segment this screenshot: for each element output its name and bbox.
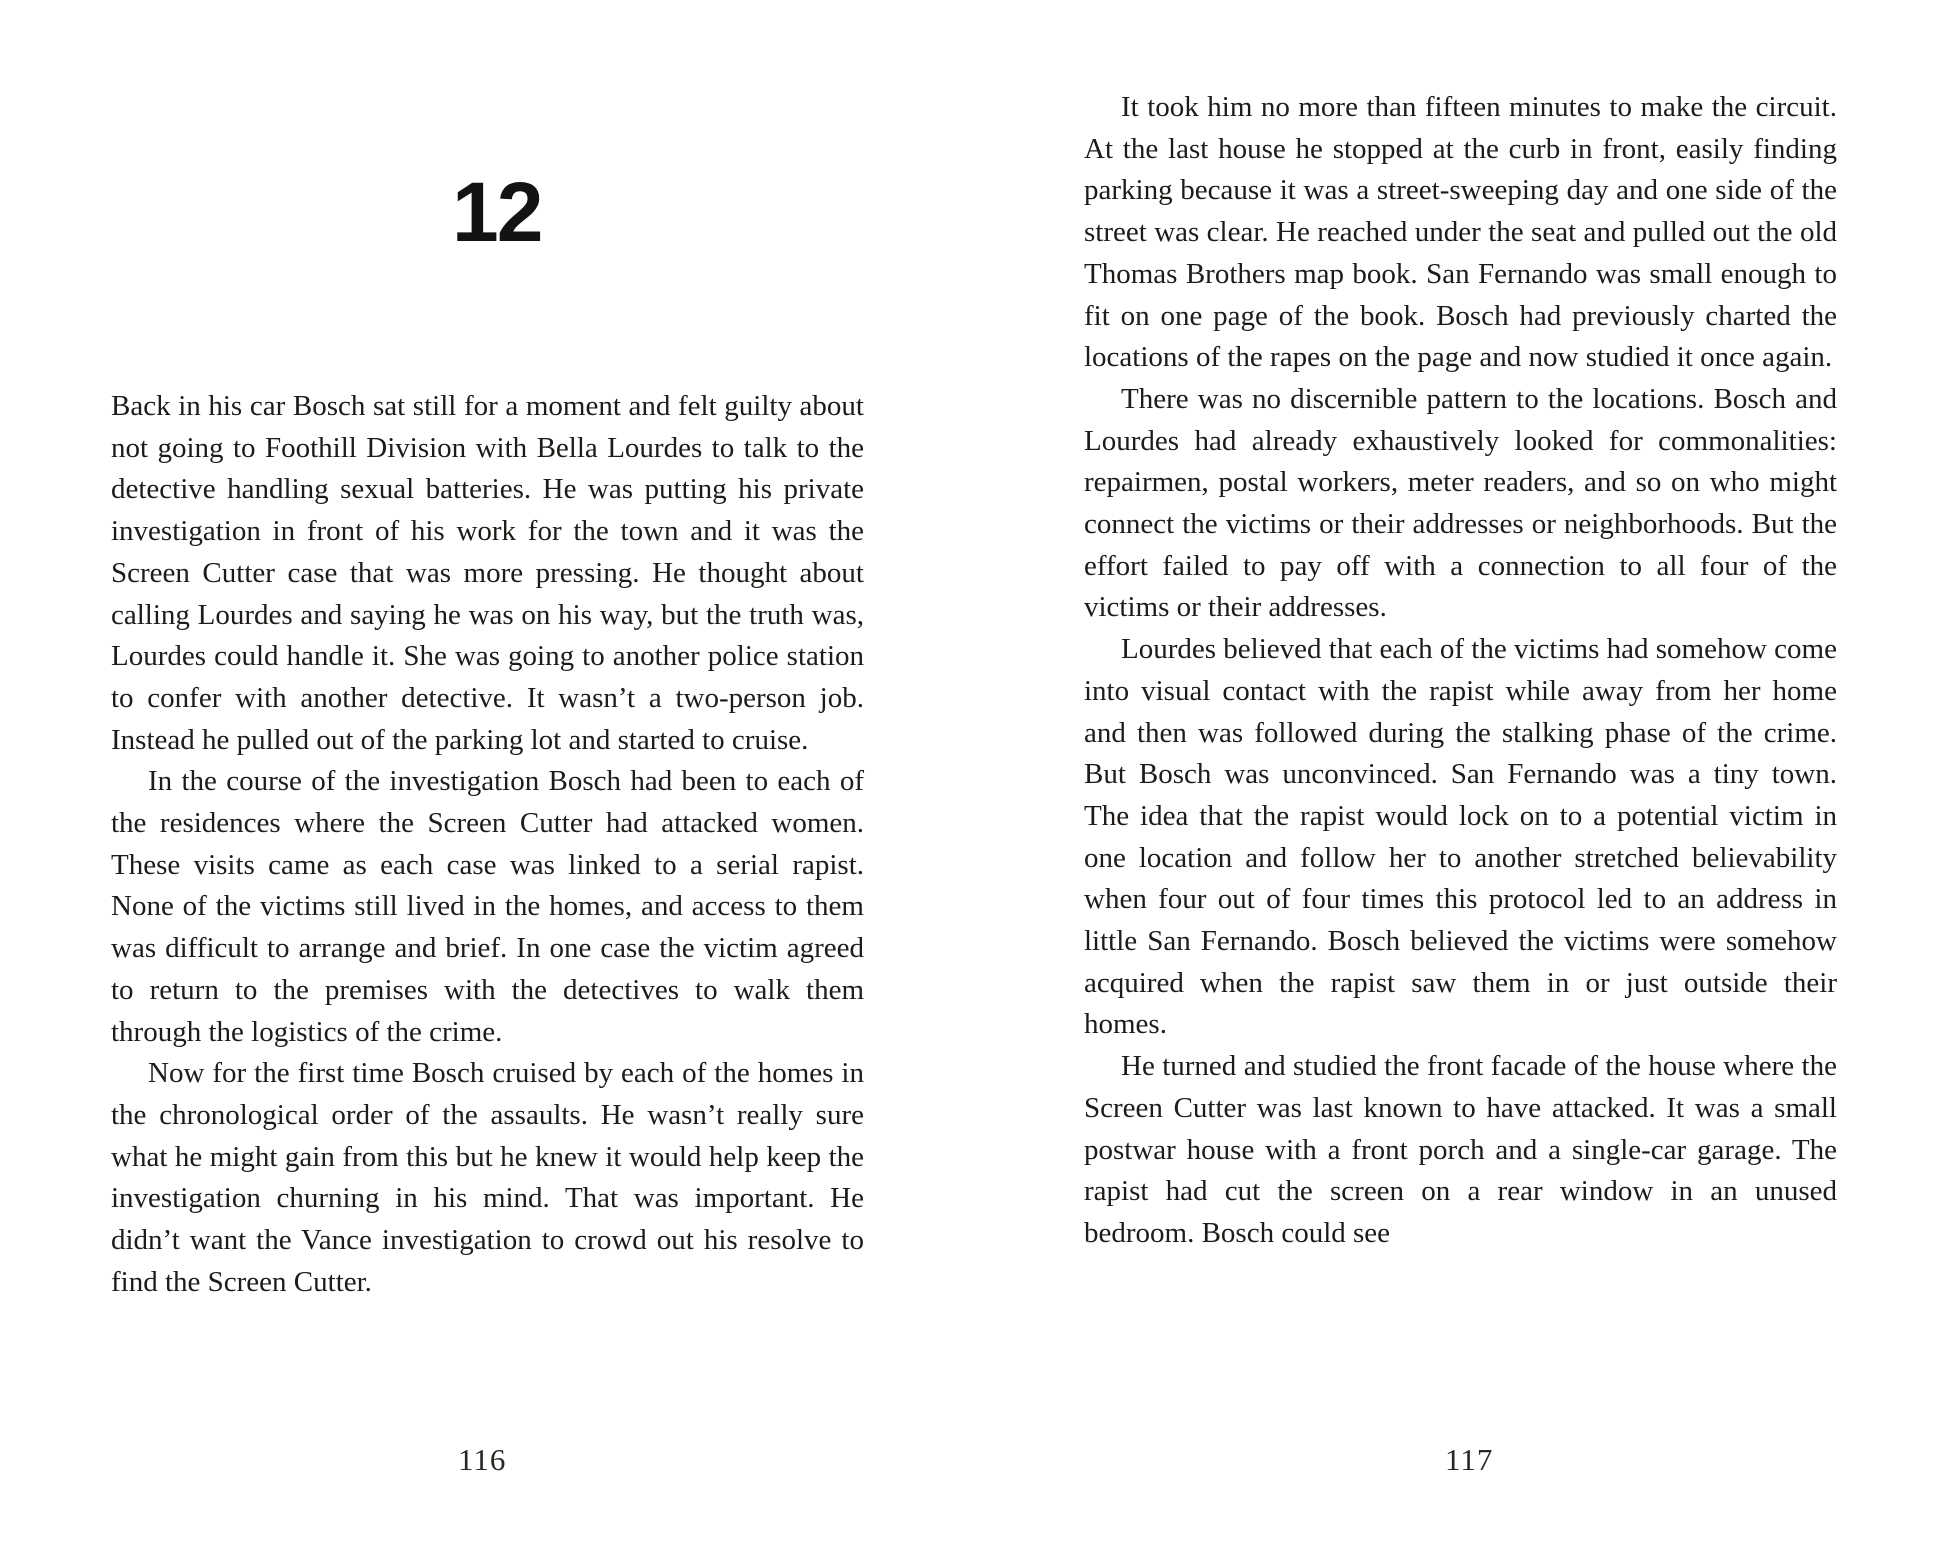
paragraph: It took him no more than fifteen minutes to make the circuit. At the last house he stopped at the curb in front, easily finding parking because it was a street-sweeping day and one side of the street was clear. He reached under the seat and pulled out the old Thomas Brothers map book. San Fernando was small enough to fit on one page of the book. Bosch had previously charted the locations of the rapes on the page and now studied it once again. (1084, 91, 1837, 374)
paragraph: Back in his car Bosch sat still for a moment and felt guilty about not going to Foothill Division with Bella Lourdes to talk to the detective handling sexual batteries. He was putting his private investigation in front of his work for the town and it was the Screen Cutter case that was more pressing. He thought about calling Lourdes and saying he was on his way, but the truth was, Lourdes could handle it. She was going to another police station to confer with another detective. It wasn’t a two-person job. Instead he pulled out of the parking lot and started to cruise. (111, 390, 864, 756)
page-number: 116 (458, 1442, 507, 1477)
paragraph: Lourdes believed that each of the victims had somehow come into visual contact with the rapist while away from her home and then was followed during the stalking phase of the crime. But Bosch was unconvinced. San Fernando was a tiny town. The idea that the rapist would lock on to a potential victim in one location and follow her to another stretched believability when four out of four times this protocol led to an address in little San Fernando. Bosch believed the victims were somehow acquired when the rapist saw them in or just outside their homes. (1084, 633, 1837, 1041)
right-page-body (1084, 87, 1837, 1255)
chapter-number: 12 (452, 165, 542, 259)
page-number: 117 (1445, 1442, 1494, 1477)
paragraph: There was no discernible pattern to the locations. Bosch and Lourdes had already exhaustively looked for commonalities: repairmen, postal workers, meter readers, and so on who might connect the victims or their addresses or neighborhoods. But the effort failed to pay off with a connection to all four of the victims or their addresses. (1084, 382, 1837, 624)
left-page-body (111, 386, 864, 1303)
paragraph: Now for the first time Bosch cruised by each of the homes in the chronological order of the assaults. He wasn’t really sure what he might gain from this but he knew it would help keep the investigation churning in his mind. That was important. He didn’t want the Vance investigation to crowd out his resolve to find the Screen Cutter. (111, 1057, 864, 1298)
paragraph: He turned and studied the front facade of the house where the Screen Cutter was last known to have attacked. It was a small postwar house with a front porch and a single-car garage. The rapist had cut the screen on a rear window in an unused bedroom. Bosch could see (1084, 1050, 1837, 1249)
right-page (975, 0, 1950, 1549)
paragraph: In the course of the investigation Bosch had been to each of the residences where the Screen Cutter had attacked women. These visits came as each case was linked to a serial rapist. None of the victims still lived in the homes, and access to them was difficult to arrange and brief. In one case the victim agreed to return to the premises with the detectives to walk them through the logistics of the crime. (111, 765, 864, 1048)
